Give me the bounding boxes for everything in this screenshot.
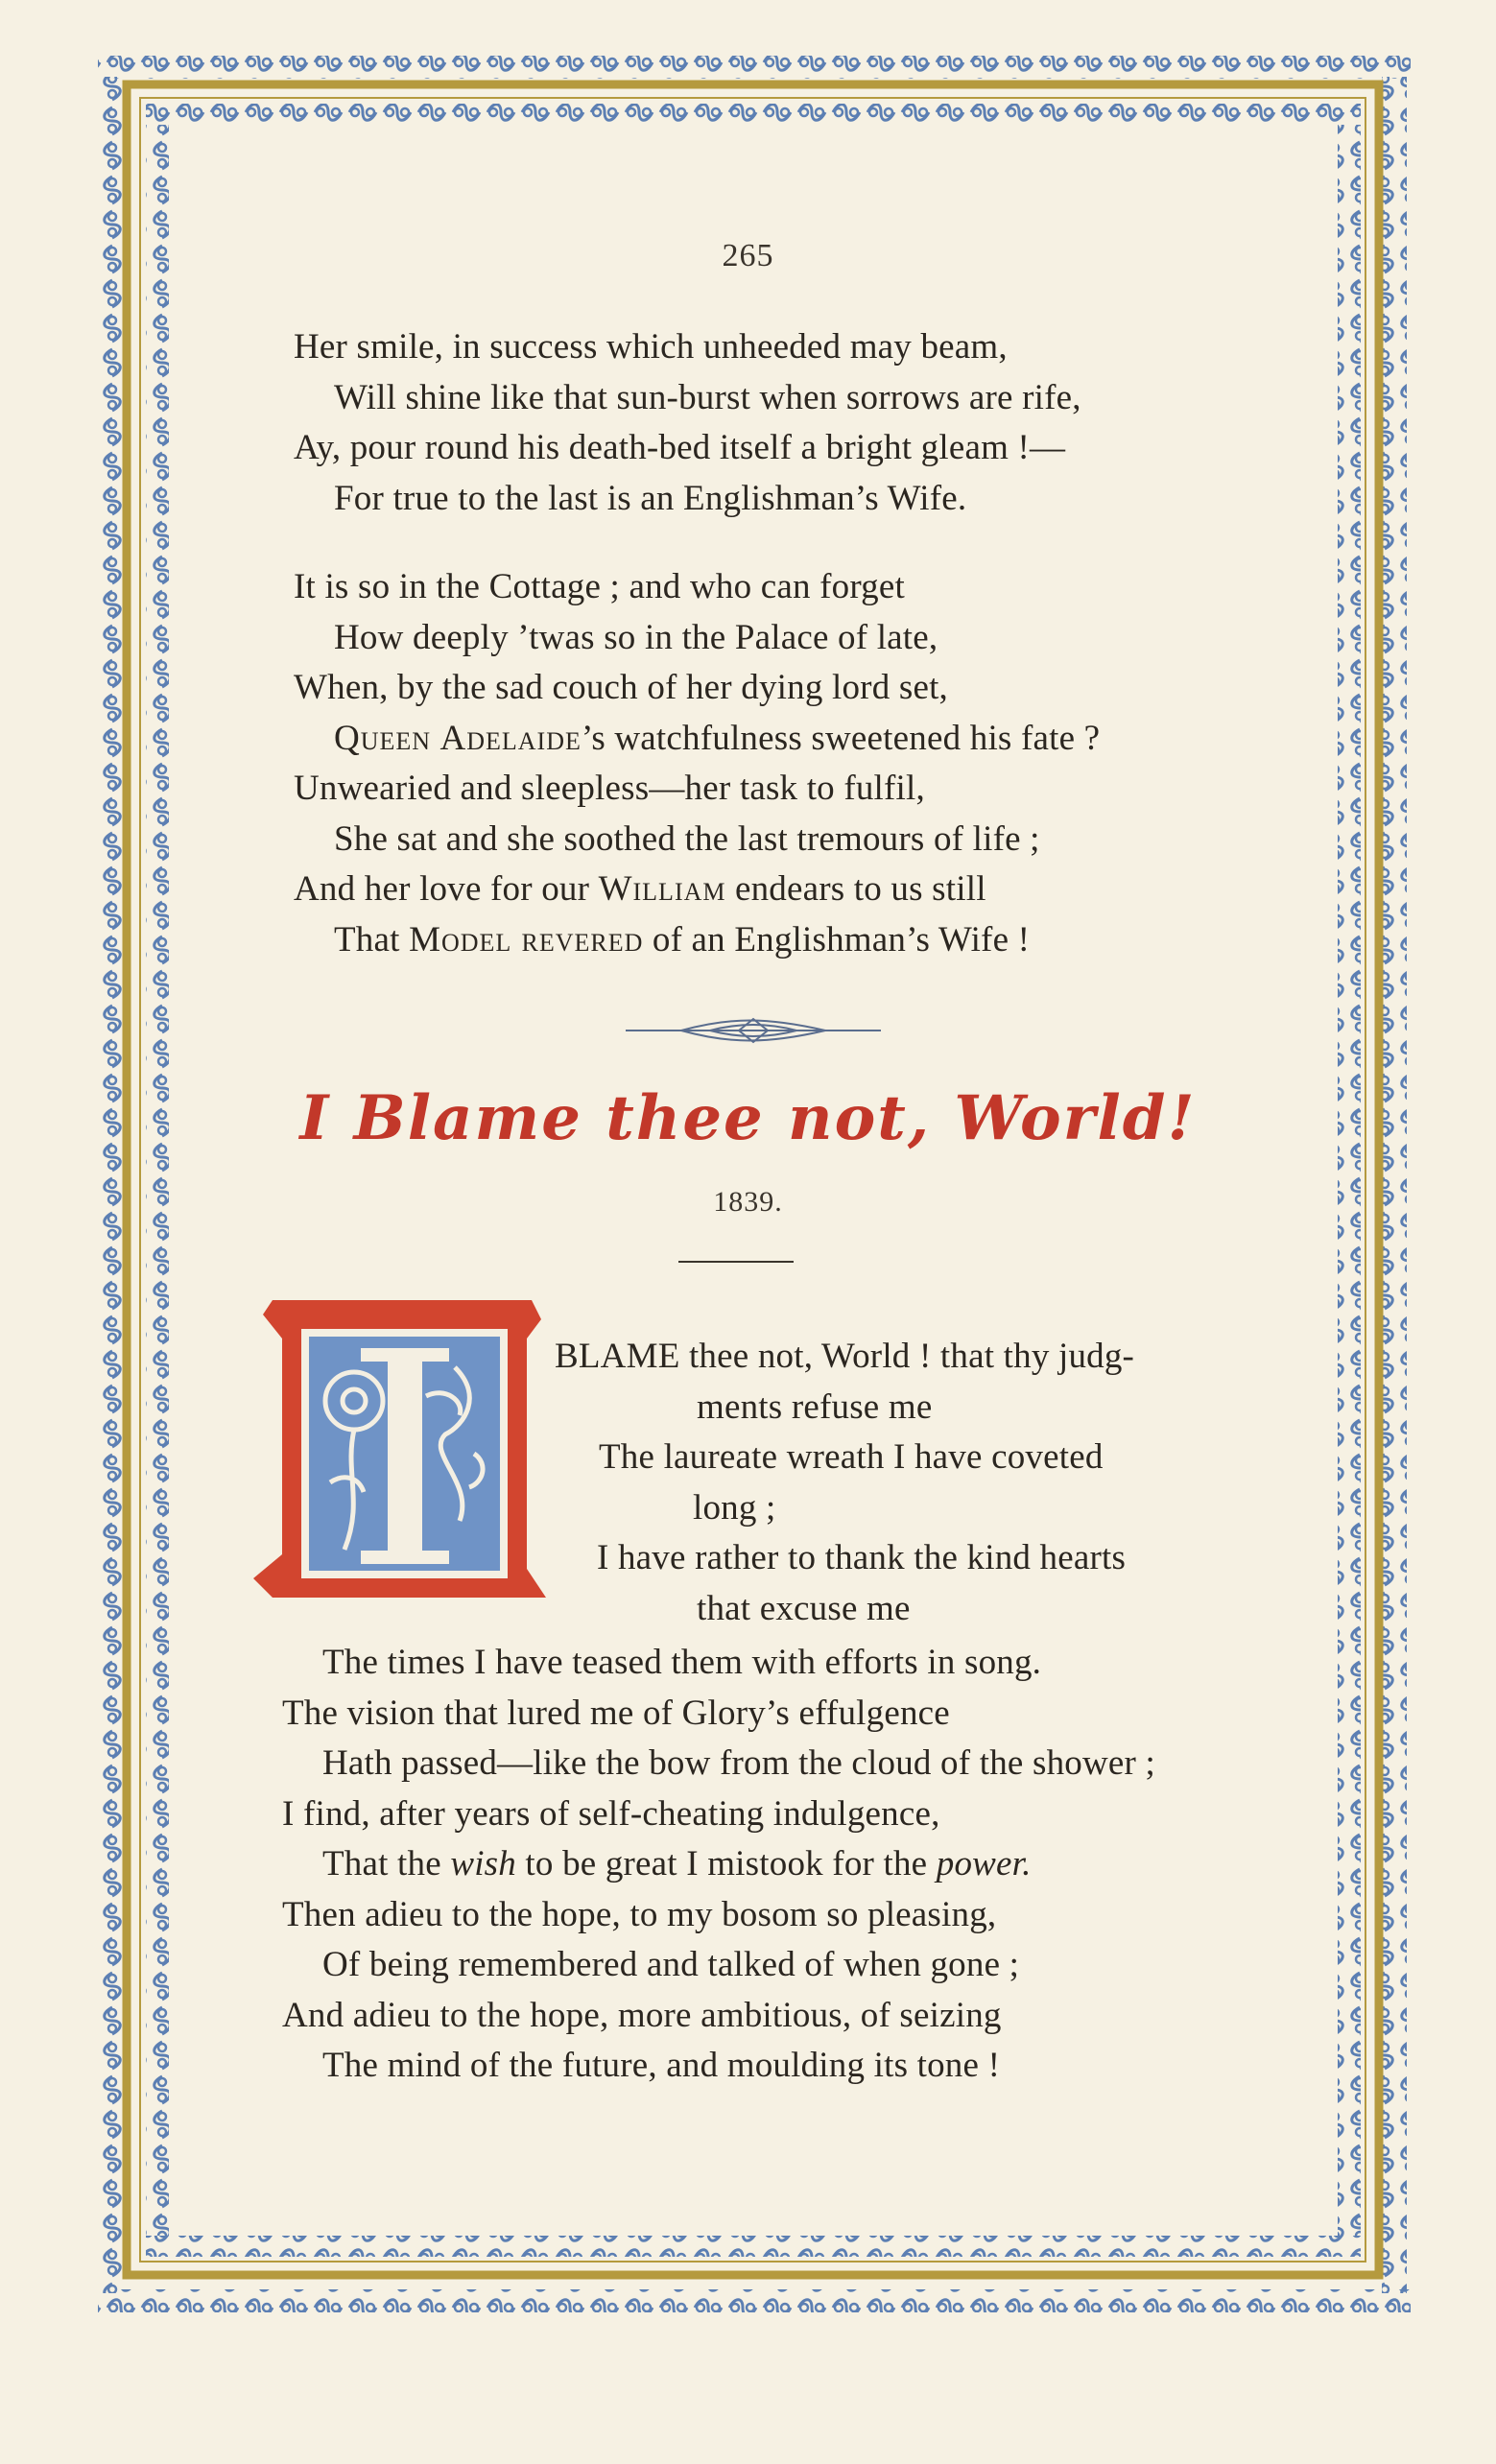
verse-line: The mind of the future, and moulding its tone !	[322, 2046, 1001, 2085]
stanza-1	[294, 322, 1253, 524]
verse-text: That the	[322, 1844, 451, 1884]
verse-line	[294, 865, 1253, 915]
verse-line: The times I have teased them with efforts in song.	[322, 1643, 1042, 1682]
verse-line: And adieu to the hope, more ambitious, of seizing	[282, 1995, 1002, 2035]
verse-line	[294, 915, 1253, 966]
verse-line: BLAME thee not, World ! that thy judg-	[555, 1337, 1135, 1376]
verse-line: Will shine like that sun-burst when sorrows are rife,	[334, 377, 1081, 417]
verse-line: Ay, pour round his death-bed itself a bright gleam !—	[294, 428, 1066, 467]
poem-body	[282, 1638, 1338, 2092]
illuminated-dropcap-i	[253, 1291, 551, 1617]
verse-text: That	[334, 919, 410, 960]
verse-line: She sat and she soothed the last tremours of life ;	[334, 818, 1040, 859]
verse-line: long ;	[693, 1487, 776, 1528]
verse-line: How deeply ’twas so in the Palace of late,	[334, 617, 938, 657]
stanza-2	[294, 562, 1253, 965]
poem-year: 1839.	[713, 1186, 783, 1218]
small-caps-queen: Queen	[334, 718, 432, 758]
poem-opening-lines	[555, 1332, 1322, 1634]
verse-line: When, by the sad couch of her dying lord set,	[294, 668, 949, 707]
verse-line	[282, 1839, 1338, 1890]
small-caps-model-revered: Model revered	[409, 919, 644, 960]
verse-line: that excuse me	[697, 1588, 911, 1628]
verse-line: The vision that lured me of Glory’s effulgence	[282, 1693, 950, 1733]
verse-line: Then adieu to the hope, to my bosom so pleasing,	[282, 1894, 997, 1934]
verse-text: And her love for our	[294, 869, 599, 909]
verse-line	[294, 714, 1253, 765]
flourish-ornament	[624, 1009, 883, 1052]
verse-line: For true to the last is an Englishman’s Wife.	[334, 478, 967, 518]
poem-title: I Blame thee not, World!	[299, 1082, 1197, 1154]
verse-text: ’s watchfulness sweetened his fate ?	[581, 718, 1101, 758]
small-caps-william: William	[598, 869, 726, 909]
verse-text: endears to us still	[725, 869, 986, 909]
verse-line: Her smile, in success which unheeded may beam,	[294, 327, 1008, 367]
page-number: 265	[722, 238, 774, 273]
verse-line: Unwearied and sleepless—her task to fulfil,	[294, 769, 925, 808]
verse-line: I have rather to thank the kind hearts	[597, 1538, 1127, 1577]
verse-line: It is so in the Cottage ; and who can forget	[294, 567, 905, 606]
verse-text: of an Englishman’s Wife !	[643, 919, 1031, 960]
verse-text: to be great I mistook for the	[515, 1844, 937, 1884]
verse-line: Of being remembered and talked of when gone ;	[322, 1945, 1020, 1984]
verse-line: Hath passed—like the bow from the cloud of the shower ;	[322, 1743, 1155, 1783]
verse-line: The laureate wreath I have coveted	[599, 1437, 1104, 1477]
small-caps-adelaide: Adelaide	[439, 718, 582, 758]
divider-rule	[678, 1261, 794, 1263]
verse-line: I find, after years of self-cheating indulgence,	[282, 1793, 940, 1834]
italic-power: power.	[936, 1844, 1032, 1884]
italic-wish: wish	[450, 1844, 516, 1884]
verse-line: ments refuse me	[697, 1386, 933, 1427]
